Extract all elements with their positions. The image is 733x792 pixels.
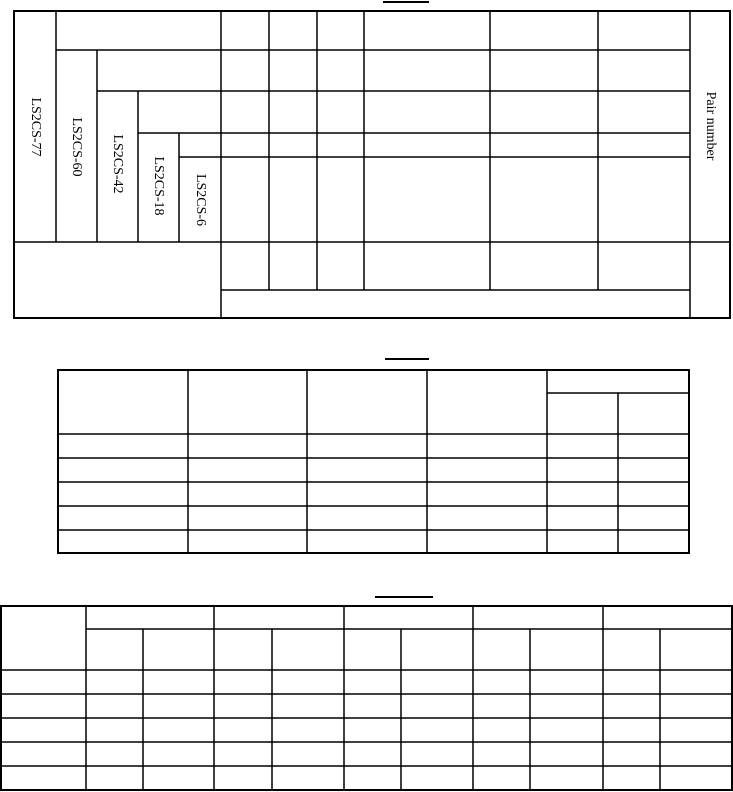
group-label-ls2cs-42: LS2CS-42 bbox=[110, 134, 125, 194]
group-label-ls2cs-60: LS2CS-60 bbox=[69, 117, 84, 177]
group-label-ls2cs-6: LS2CS-6 bbox=[193, 173, 208, 227]
group-label-ls2cs-18: LS2CS-18 bbox=[151, 156, 166, 216]
group-label-ls2cs-77: LS2CS-77 bbox=[28, 97, 43, 157]
pair-number-label: Pair number bbox=[703, 91, 718, 161]
